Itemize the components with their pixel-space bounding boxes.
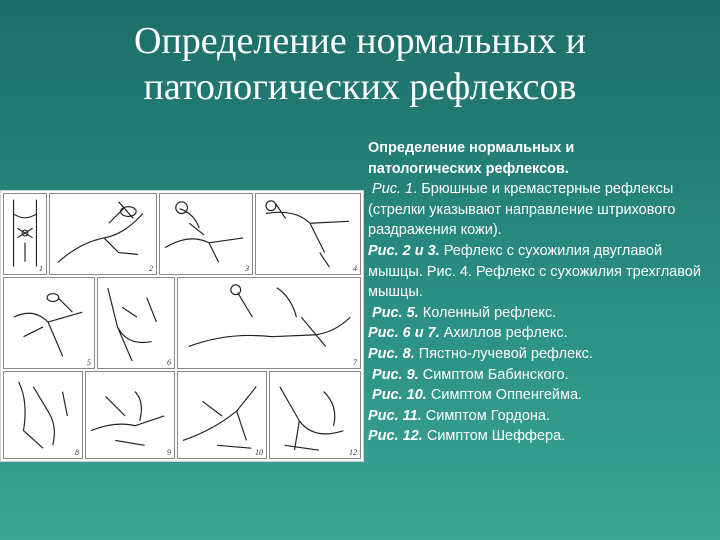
caption-label: Рис. 11. [368,407,422,424]
figure-number: 8 [75,448,79,457]
caption-text: Симптом Бабинского. [418,366,569,383]
figure-number: 10 [255,448,263,457]
figure-number: 12 [349,448,357,457]
caption-label: Рис. 9. [372,366,419,383]
slide-title [40,18,680,110]
caption-label: Рис. 12. [368,428,423,445]
heading-line-2: патологических рефлексов. [368,160,569,177]
title-line-1: Определение нормальных и [134,20,586,62]
caption-fig-1 [368,179,708,241]
figure-number: 9 [167,448,171,457]
figure-number: 3 [245,264,249,273]
caption-fig-9 [368,365,708,386]
caption-text: Симптом Оппенгейма. [426,387,583,404]
description-heading [368,138,708,179]
figure-1 [3,193,47,275]
caption-fig-11 [368,406,708,427]
caption-text: Пястно-лучевой рефлекс. [414,345,593,362]
figure-8 [3,371,83,459]
figure-10 [177,371,267,459]
figure-2 [49,193,157,275]
caption-fig-10 [368,385,708,406]
caption-fig-12 [368,426,708,447]
caption-text: Коленный рефлекс. [418,304,557,321]
caption-label: Рис. 1 [372,181,414,198]
caption-fig-5 [368,303,708,324]
caption-text: Симптом Шеффера. [422,428,566,445]
figure-9 [85,371,175,459]
caption-label: Рис. 6 и 7. [368,325,440,342]
figure-number: 4 [353,264,357,273]
caption-fig-6-7 [368,323,708,344]
caption-text: Ахиллов рефлекс. [439,325,568,342]
figure-4 [255,193,361,275]
caption-fig-2-3 [368,241,708,303]
figure-number: 1 [39,264,43,273]
figure-7 [177,277,361,369]
figure-6 [97,277,175,369]
title-line-2: патологических рефлексов [143,66,577,108]
reflex-illustrations [0,190,364,462]
caption-label: Рис. 2 и 3. [368,242,440,259]
figure-number: 5 [87,358,91,367]
caption-label: Рис. 8. [368,345,415,362]
caption-label: Рис. 10. [372,387,427,404]
caption-label: Рис. 5. [372,304,419,321]
caption-text: . Брюшные и кремастерные рефлексы (стрелки указывают направление штрихового раздражения кожи). [368,181,676,239]
caption-fig-8 [368,344,708,365]
heading-line-1: Определение нормальных и [368,140,575,156]
caption-text: Симптом Гордона. [421,407,550,424]
figure-3 [159,193,253,275]
figure-11-12 [269,371,361,459]
caption-text: Рефлекс с сухожилия двуглавой мышцы. Рис. 4. Рефлекс с сухожилия трехглавой мышцы. [368,242,701,301]
figure-number: 7 [353,358,357,367]
figure-number: 2 [149,264,153,273]
description-text [368,138,708,447]
figure-number: 6 [167,358,171,367]
figure-5 [3,277,95,369]
